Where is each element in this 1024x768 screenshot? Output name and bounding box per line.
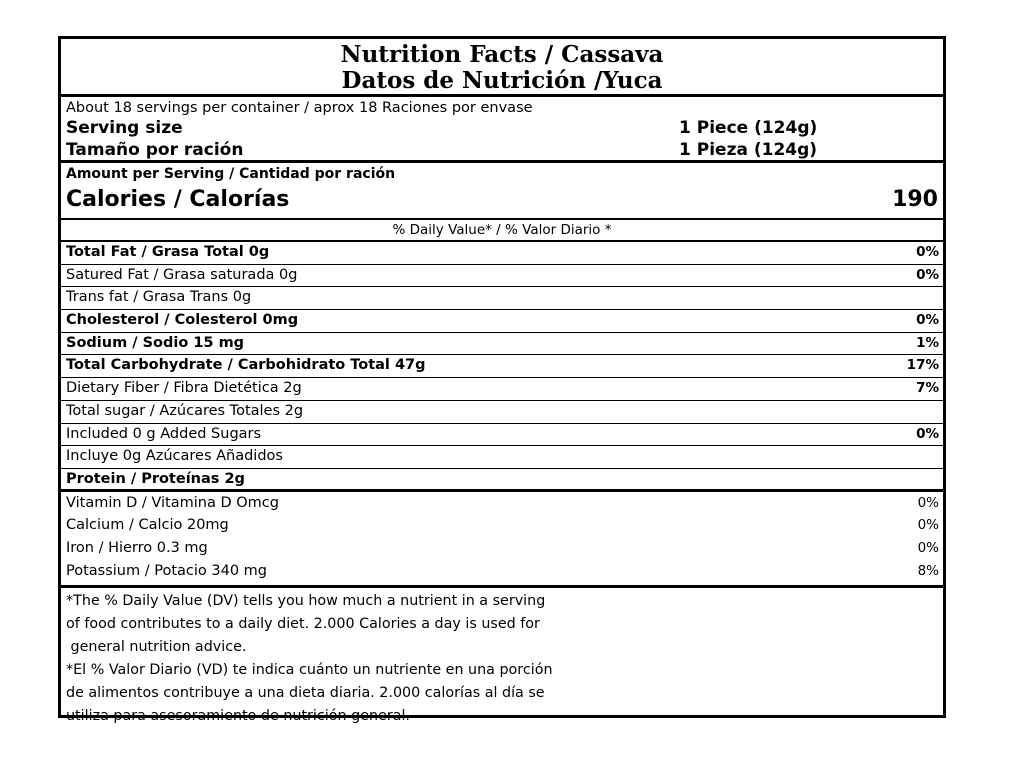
serving-size-row-es	[66, 139, 937, 161]
nutrient-label: Cholesterol / Colesterol 0mg	[66, 312, 299, 329]
vitamin-dv: 0%	[917, 517, 939, 534]
nutrient-row-azucares-anadidos	[61, 446, 943, 469]
nutrient-dv: 0%	[916, 425, 939, 442]
nutrient-row-saturated-fat	[61, 265, 943, 288]
nutrient-label: Trans fat / Grasa Trans 0g	[66, 289, 252, 306]
nutrient-label: Satured Fat / Grasa saturada 0g	[66, 266, 298, 283]
calories-section	[61, 163, 943, 220]
vitamin-dv: 8%	[917, 562, 939, 579]
serving-size-value: 1 Piece (124g)	[679, 118, 818, 138]
amount-per-serving: Amount per Serving / Cantidad por ración	[66, 166, 396, 182]
vitamin-label: Vitamin D / Vitamina D Omcg	[66, 494, 279, 511]
nutrient-row-total-carbohydrate	[61, 355, 943, 378]
nutrient-label: Total Fat / Grasa Total 0g	[66, 244, 270, 260]
nutrient-label: Incluye 0g Azúcares Añadidos	[66, 448, 283, 465]
title-english: Nutrition Facts / Cassava	[340, 41, 664, 68]
nutrient-label: Total Carbohydrate / Carbohidrato Total 47g	[66, 357, 426, 374]
nutrient-row-cholesterol	[61, 310, 943, 333]
title-spanish: Datos de Nutrición /Yuca	[341, 67, 663, 94]
vitamins-section	[61, 492, 943, 589]
nutrient-label: Protein / Proteínas 2g	[66, 470, 245, 487]
vitamin-row-potassium	[61, 560, 943, 583]
vitamin-label: Calcium / Calcio 20mg	[66, 517, 229, 534]
nutrient-row-trans-fat	[61, 287, 943, 310]
nutrient-label: Sodium / Sodio 15 mg	[66, 334, 245, 351]
footnote-line: utiliza para asesoramiento de nutrición general.	[66, 708, 410, 725]
footnote	[61, 588, 943, 728]
vitamin-label: Potassium / Potacio 340 mg	[66, 562, 267, 579]
calories-row	[66, 185, 938, 215]
nutrient-row-dietary-fiber	[61, 378, 943, 401]
nutrient-dv: 0%	[916, 244, 939, 260]
footnote-line: *El % Valor Diario (VD) te indica cuánto un nutriente en una porción	[66, 662, 553, 679]
nutrient-label: Dietary Fiber / Fibra Dietética 2g	[66, 380, 302, 397]
nutrient-dv: 1%	[916, 334, 939, 351]
nutrient-dv: 0%	[916, 266, 939, 283]
nutrient-dv: 17%	[906, 357, 939, 374]
nutrient-label: Included 0 g Added Sugars	[66, 425, 262, 442]
serving-size-row-en	[66, 117, 937, 139]
calories-label: Calories / Calorías	[66, 187, 290, 212]
nutrient-row-added-sugars	[61, 424, 943, 447]
nutrient-row-sodium	[61, 333, 943, 356]
serving-section	[61, 97, 943, 163]
tamano-racion-label: Tamaño por ración	[66, 140, 244, 160]
vitamin-label: Iron / Hierro 0.3 mg	[66, 539, 208, 556]
nutrient-row-total-sugar	[61, 401, 943, 424]
calories-value: 190	[892, 187, 938, 212]
nutrient-row-total-fat	[61, 242, 943, 265]
vitamin-row-calcium	[61, 514, 943, 537]
serving-size-label: Serving size	[66, 118, 183, 138]
vitamin-dv: 0%	[917, 539, 939, 556]
vitamin-row-iron	[61, 537, 943, 560]
vitamin-row-vitamin-d	[61, 492, 943, 515]
footnote-line: of food contributes to a daily diet. 2.000 Calories a day is used for	[66, 616, 540, 633]
label-title	[61, 39, 943, 97]
daily-value-header: % Daily Value* / % Valor Diario *	[61, 220, 943, 242]
nutrition-label	[58, 36, 946, 725]
vitamin-dv: 0%	[917, 494, 939, 511]
footnote-line: de alimentos contribuye a una dieta diaria. 2.000 calorías al día se	[66, 685, 545, 702]
servings-per-container: About 18 servings per container / aprox 18 Raciones por envase	[66, 100, 533, 116]
nutrient-dv: 7%	[916, 380, 939, 397]
nutrient-label: Total sugar / Azúcares Totales 2g	[66, 402, 304, 419]
footnote-line: *The % Daily Value (DV) tells you how much a nutrient in a serving	[66, 593, 546, 610]
footnote-line: general nutrition advice.	[66, 639, 247, 656]
nutrient-row-protein	[61, 469, 943, 492]
nutrient-dv: 0%	[916, 312, 939, 329]
tamano-racion-value: 1 Pieza (124g)	[679, 140, 818, 160]
